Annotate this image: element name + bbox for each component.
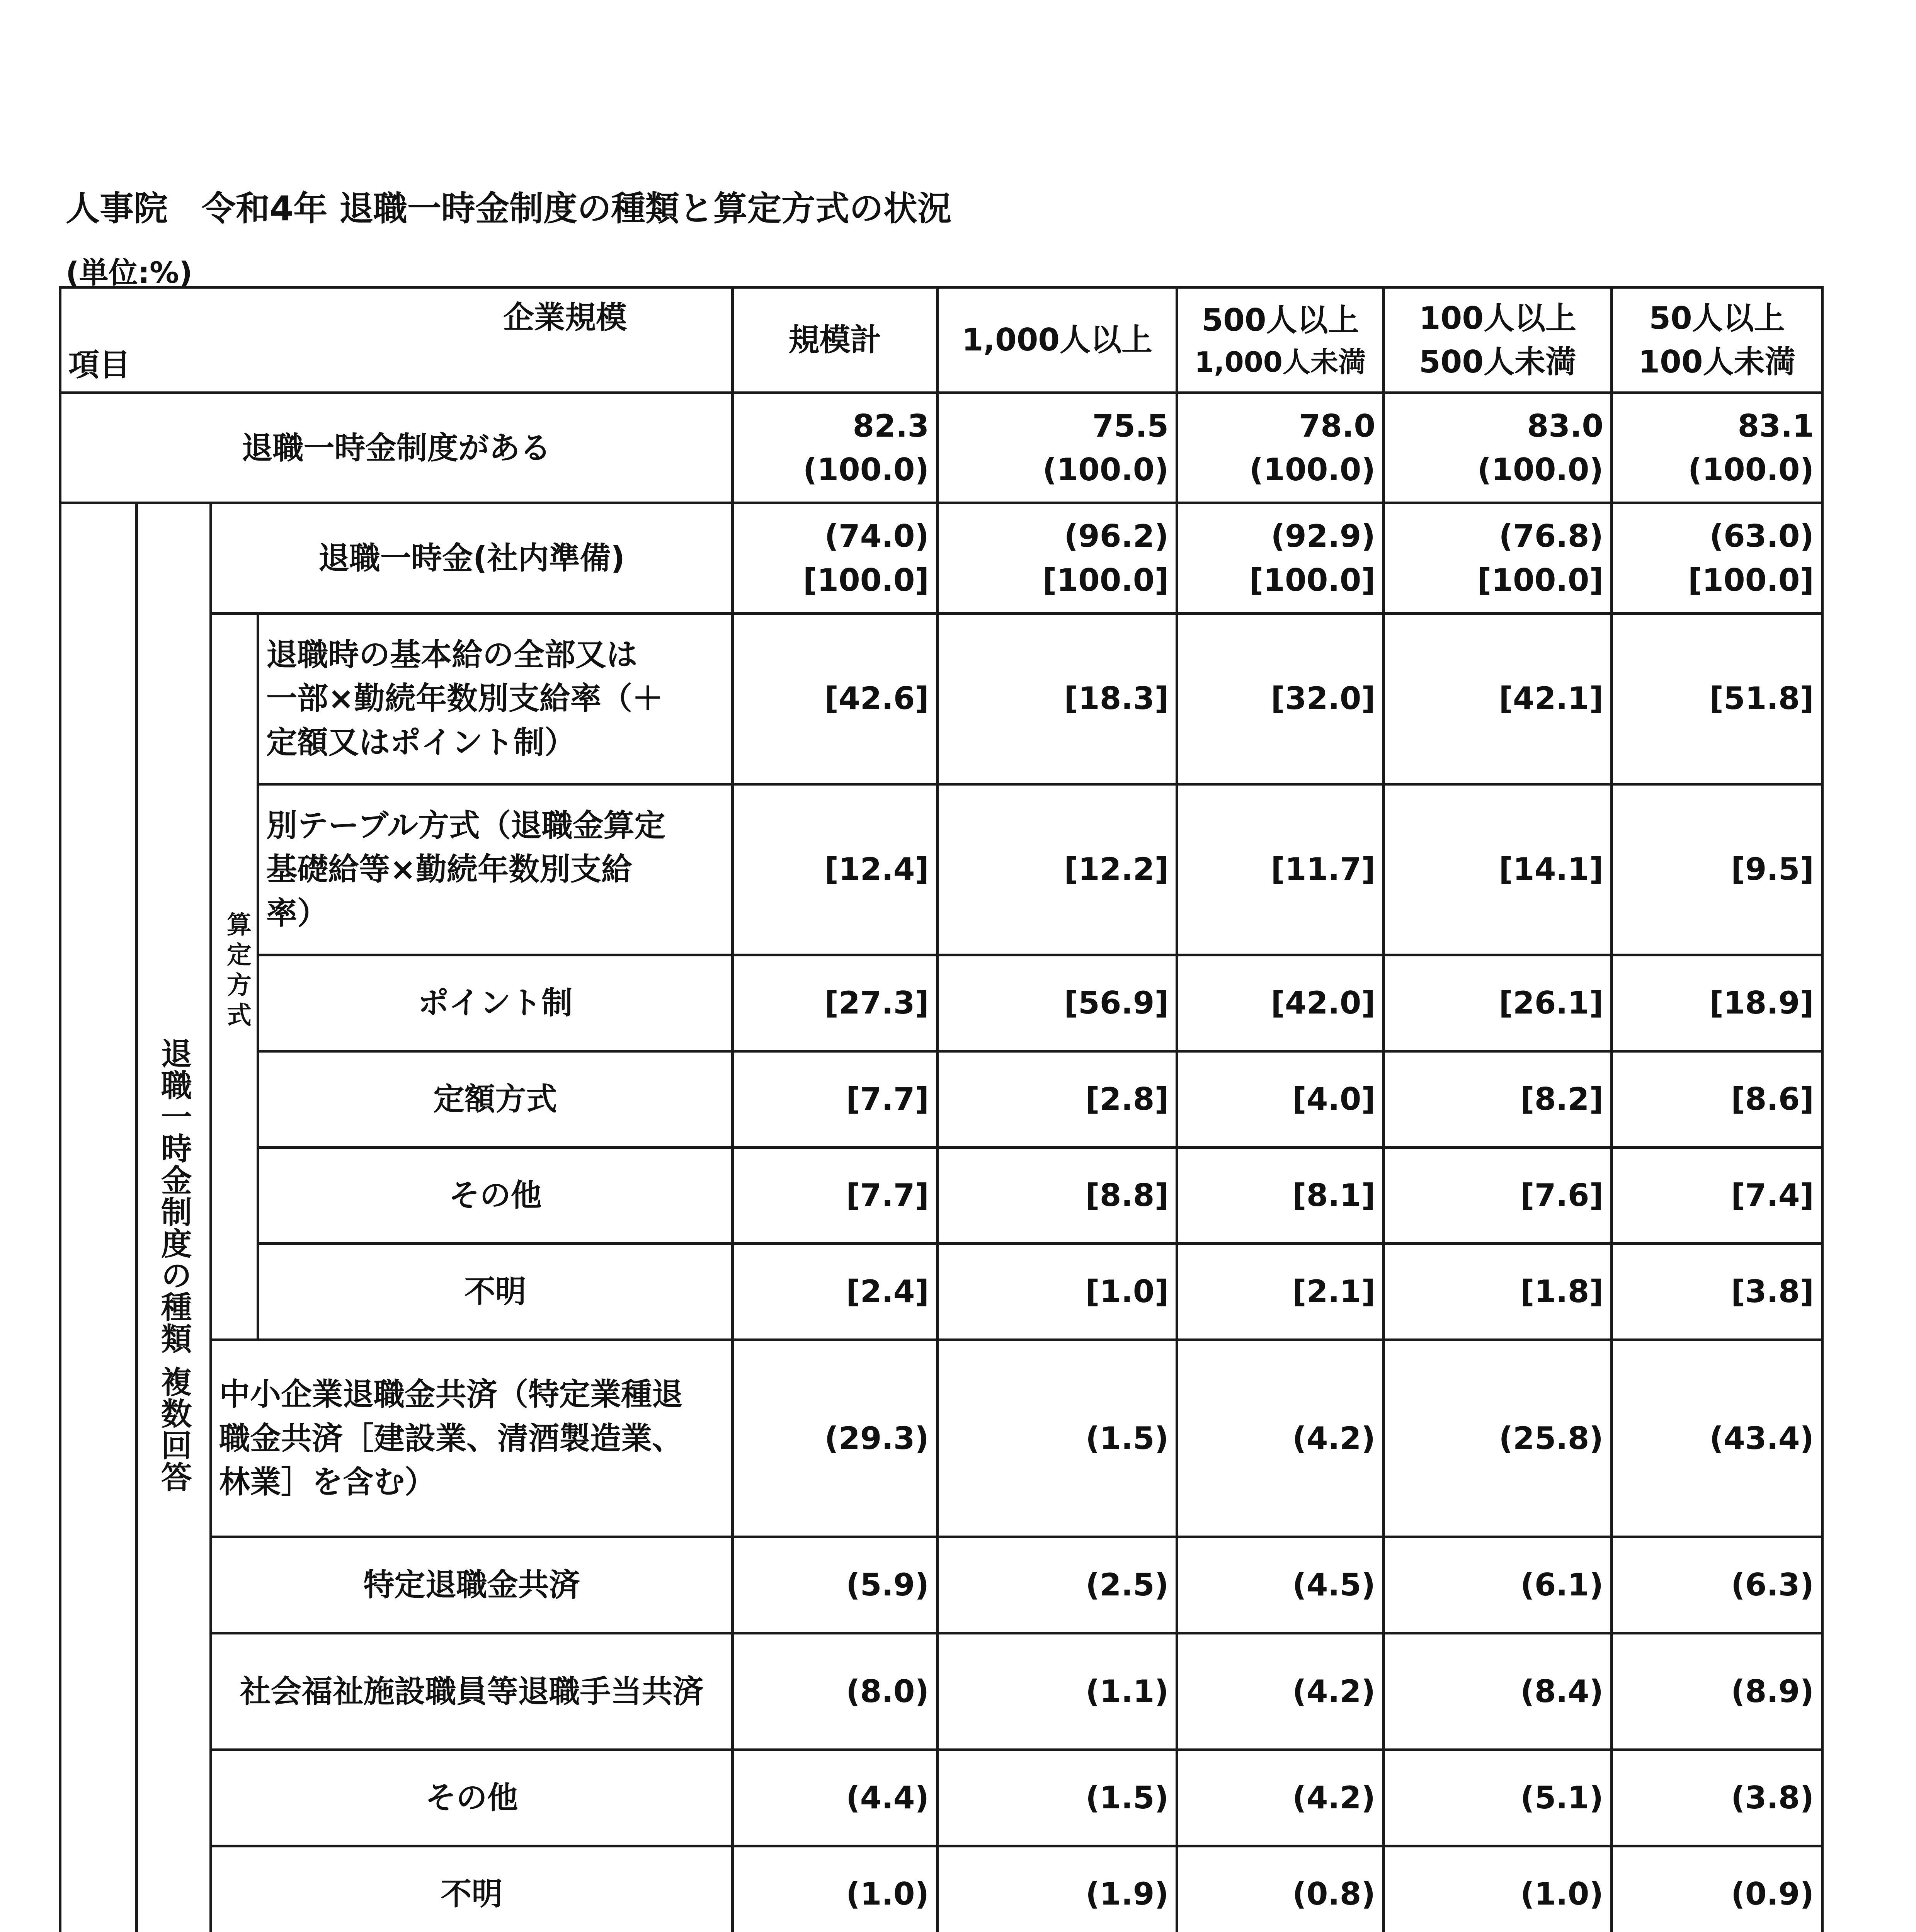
table-row: [60, 1243, 1858, 1340]
table-cell: [7.7]: [733, 1147, 938, 1243]
table-cell: [1.0]: [938, 1243, 1177, 1340]
row-label-has-system: 退職一時金制度がある: [60, 393, 733, 503]
row-label-specific: 特定退職金共済: [211, 1537, 733, 1633]
table-cell: (1.1): [938, 1633, 1177, 1750]
row-label-type-unknown: 不明: [211, 1846, 733, 1932]
table-cell: [3.8]: [1612, 1243, 1822, 1340]
vertical-label-type: 退職一時金制度の種類 複数回答: [137, 503, 211, 1932]
table-cell: [8.8]: [938, 1147, 1177, 1243]
item-label: 項目: [68, 347, 130, 383]
table-cell: [12.4]: [733, 784, 938, 955]
table-cell: [9.5]: [1612, 784, 1822, 955]
table-cell: (4.2): [1177, 1340, 1384, 1537]
row-label-calc-unknown: 不明: [258, 1243, 733, 1340]
table-cell: (1.0): [733, 1846, 938, 1932]
table-cell: (4.4): [733, 1750, 938, 1846]
table-cell: (92.9) [100.0]: [1177, 503, 1384, 613]
col-header-50-100: 50人以上 100人未満: [1612, 287, 1822, 393]
table-row: [60, 1846, 1858, 1932]
table-cell: [12.2]: [938, 784, 1177, 955]
table-cell: (3.8): [1612, 1750, 1822, 1846]
header-corner: [60, 287, 733, 393]
table-cell: [14.1]: [1384, 784, 1612, 955]
table-cell: [11.7]: [1177, 784, 1384, 955]
table-cell: (2.5): [938, 1537, 1177, 1633]
table-cell: [27.3]: [733, 955, 938, 1051]
table-cell: (1.5): [938, 1340, 1177, 1537]
row-label-welfare: 社会福祉施設職員等退職手当共済: [211, 1633, 733, 1750]
table-cell: (8.0): [733, 1633, 938, 1750]
table-cell: (5.9): [733, 1537, 938, 1633]
row-label-sme: 中小企業退職金共済（特定業種退 職金共済［建設業、清酒製造業、 林業］を含む）: [211, 1340, 733, 1537]
table-cell: [2.8]: [938, 1051, 1177, 1147]
unit-label: (単位:%): [66, 255, 193, 290]
row-label-calc-point: ポイント制: [258, 955, 733, 1051]
table-cell: (8.9): [1612, 1633, 1822, 1750]
table-cell: [8.1]: [1177, 1147, 1384, 1243]
table-cell: [42.0]: [1177, 955, 1384, 1051]
row-label-internal: 退職一時金(社内準備): [211, 503, 733, 613]
table-cell: (43.4): [1612, 1340, 1822, 1537]
col-header-500-1000: 500人以上 1,000人未満: [1177, 287, 1384, 393]
table-cell: [18.3]: [938, 613, 1177, 784]
table-row: [60, 1147, 1858, 1243]
table-row: [60, 1750, 1858, 1846]
table-cell: 83.0 (100.0): [1384, 393, 1612, 503]
table-cell: [56.9]: [938, 955, 1177, 1051]
row-label-calc-table: 別テーブル方式（退職金算定 基礎給等×勤続年数別支給 率）: [258, 784, 733, 955]
vertical-label-calc: 算定方式: [211, 613, 258, 1340]
col-header-100-500: 100人以上 500人未満: [1384, 287, 1612, 393]
table-cell: (25.8): [1384, 1340, 1612, 1537]
table-cell: (5.1): [1384, 1750, 1612, 1846]
table-cell: (0.9): [1612, 1846, 1822, 1932]
table-cell: [7.4]: [1612, 1147, 1822, 1243]
table-cell: [51.8]: [1612, 613, 1822, 784]
table-row: [60, 1340, 1858, 1537]
table-cell: 83.1 (100.0): [1612, 393, 1822, 503]
table-cell: [8.2]: [1384, 1051, 1612, 1147]
table-cell: [4.0]: [1177, 1051, 1384, 1147]
table-row: [60, 503, 1858, 613]
table-cell: (0.8): [1177, 1846, 1384, 1932]
row-label-type-other: その他: [211, 1750, 733, 1846]
table-cell: [32.0]: [1177, 613, 1384, 784]
indent-spacer: [60, 503, 137, 1932]
table-cell: (1.9): [938, 1846, 1177, 1932]
table-cell: (76.8) [100.0]: [1384, 503, 1612, 613]
row-label-calc-other: その他: [258, 1147, 733, 1243]
table-cell: 75.5 (100.0): [938, 393, 1177, 503]
table-cell: [1.8]: [1384, 1243, 1612, 1340]
table-cell: (6.3): [1612, 1537, 1822, 1633]
table-cell: [26.1]: [1384, 955, 1612, 1051]
table-cell: [42.1]: [1384, 613, 1612, 784]
col-header-1000plus: 1,000人以上: [938, 287, 1177, 393]
table-cell: [2.4]: [733, 1243, 938, 1340]
table-cell: (74.0) [100.0]: [733, 503, 938, 613]
header-row: [60, 287, 1858, 393]
table-row: [60, 613, 1858, 784]
table-cell: [18.9]: [1612, 955, 1822, 1051]
table-row: [60, 955, 1858, 1051]
company-size-label: 企業規模: [503, 299, 627, 335]
table-cell: [42.6]: [733, 613, 938, 784]
col-header-total: 規模計: [733, 287, 938, 393]
table-cell: (1.0): [1384, 1846, 1612, 1932]
retirement-allowance-table: [59, 286, 1860, 1932]
table-cell: (63.0) [100.0]: [1612, 503, 1822, 613]
table-cell: [7.6]: [1384, 1147, 1612, 1243]
table-cell: (1.5): [938, 1750, 1177, 1846]
table-cell: 78.0 (100.0): [1177, 393, 1384, 503]
table-cell: [2.1]: [1177, 1243, 1384, 1340]
table-cell: [7.7]: [733, 1051, 938, 1147]
table-row: [60, 1633, 1858, 1750]
table-cell: (96.2) [100.0]: [938, 503, 1177, 613]
table-row: [60, 1051, 1858, 1147]
table-cell: (4.2): [1177, 1750, 1384, 1846]
table-row: [60, 1537, 1858, 1633]
table-cell: (29.3): [733, 1340, 938, 1537]
table-cell: (4.5): [1177, 1537, 1384, 1633]
table-row: [60, 393, 1858, 503]
table-cell: [8.6]: [1612, 1051, 1822, 1147]
table-cell: 82.3 (100.0): [733, 393, 938, 503]
table-cell: (8.4): [1384, 1633, 1612, 1750]
table-cell: (4.2): [1177, 1633, 1384, 1750]
table-cell: (6.1): [1384, 1537, 1612, 1633]
row-label-calc-basic: 退職時の基本給の全部又は 一部×勤続年数別支給率（＋ 定額又はポイント制）: [258, 613, 733, 784]
page-title: 人事院 令和4年 退職一時金制度の種類と算定方式の状況: [66, 189, 951, 228]
table-row: [60, 784, 1858, 955]
row-label-calc-fixed: 定額方式: [258, 1051, 733, 1147]
